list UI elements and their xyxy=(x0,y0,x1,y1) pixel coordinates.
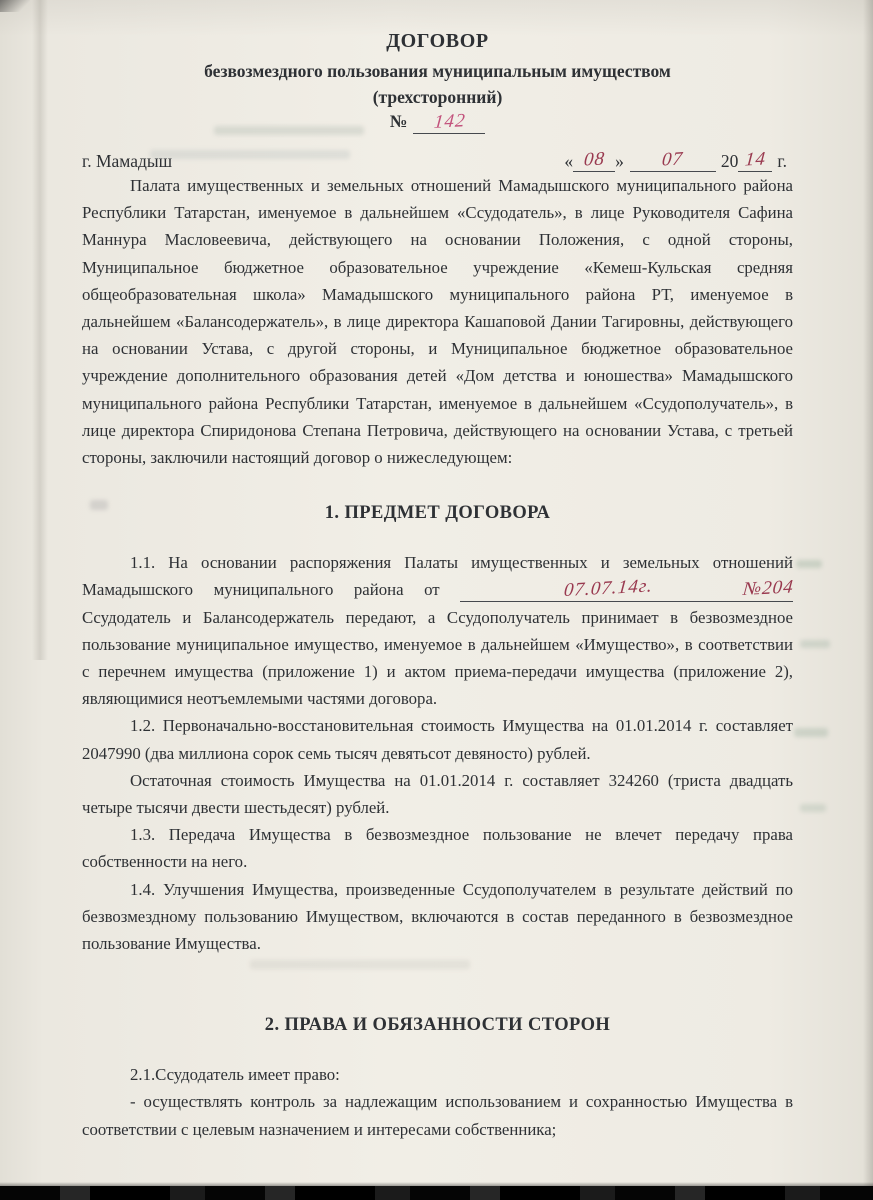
section-1-heading: 1. ПРЕДМЕТ ДОГОВОРА xyxy=(324,503,551,524)
date-year-blank xyxy=(738,149,772,172)
contract-number-handwritten: 142 xyxy=(432,110,467,133)
date-year-handwritten: 14 xyxy=(743,148,767,171)
order-date-handwritten: 07.07.14г. xyxy=(563,575,654,602)
paragraph-1-2: 1.2. Первоначально-восстановительная стоимость Имущества на 01.01.2014 г. составляет 2047990 (два миллиона сорок семь тысяч девятьсот девяносто) рублей. xyxy=(82,716,793,763)
date-month-handwritten: 07 xyxy=(661,148,685,171)
paragraph-2-1-item: - осуществлять контроль за надлежащим использованием и сохранностью Имущества в соответствии с целевым назначением и интересами собственника; xyxy=(82,1092,793,1139)
document-subtitle: безвозмездного пользования муниципальным имуществом xyxy=(204,61,671,81)
preamble-paragraph: Палата имущественных и земельных отношений Мамадышского муниципального района Республики Татарстан, именуемое в дальнейшем «Ссудодатель», в лице Руководителя Сафина Маннура Масловеевича, действующего на основании Положения, с одной стороны, Муниципальное бюджетное образовательное учреждение «Кемеш-Кульская средняя общеобразовательная школа» Мамадышского муниципального района РТ, именуемое в дальнейшем «Балансодержатель», в лице директора Кашаповой Дании Тагировны, действующего на основании Устава, с другой стороны, и Муниципальное бюджетное образовательное учреждение дополнительного образования детей «Дом детства и юношества» Мамадышского муниципального района Республики Татарстан, именуемое в дальнейшем «Ссудополучатель», в лице директора Спиридонова Степана Петровича, действующего на основании Устава, с третьей стороны, заключили настоящий договор о нижеследующем: xyxy=(82,176,793,468)
date-century: 20 xyxy=(720,151,739,171)
date-suffix: г. xyxy=(777,151,787,171)
date-day-handwritten: 08 xyxy=(582,148,606,171)
city-label: г. Мамадыш xyxy=(82,151,173,171)
paragraph-1-1 xyxy=(82,549,793,712)
paragraph-2-1: 2.1.Ссудодатель имеет право: xyxy=(130,1065,340,1085)
order-number-handwritten: №204 xyxy=(741,576,795,601)
paragraph-1-3: 1.3. Передача Имущества в безвозмездное пользование не влечет передачу права собственности на него. xyxy=(82,825,793,872)
date-month-blank xyxy=(630,149,716,172)
number-blank-field xyxy=(413,111,485,134)
date-open-quote: « xyxy=(564,151,574,171)
date-close-quote: » xyxy=(615,151,624,171)
scan-edge-bottom xyxy=(0,1186,873,1200)
section-2-heading: 2. ПРАВА И ОБЯЗАННОСТИ СТОРОН xyxy=(264,1015,611,1036)
paragraph-1-4: 1.4. Улучшения Имущества, произведенные Ссудополучателем в результате действий по безвозмездному пользованию Имуществом, включаются в состав переданного в безвозмездное пользование Имущества. xyxy=(82,879,793,954)
date-day-blank xyxy=(573,149,615,172)
document-type-note: (трехсторонний) xyxy=(372,87,503,107)
paragraph-residual-value: Остаточная стоимость Имущества на 01.01.2014 г. составляет 324260 (триста двадцать четыре тысячи двести шестьдесят) рублей. xyxy=(82,770,793,818)
paragraph-1-1-text-before: 1.1. На основании распоряжения Палаты имущественных и земельных отношений Мамадышского муниципального района от xyxy=(82,553,793,600)
contract-number-line xyxy=(82,111,793,134)
paragraph-1-1-text-after: Ссудодатель и Балансодержатель передают, а Ссудополучатель принимает в безвозмездное пользование муниципальное имущество, именуемое в дальнейшем «Имущество», в соответствии с перечнем имущества (приложение 1) и актом приема-передачи имущества (приложение 2), являющимися неотъемлемыми частями договора. xyxy=(82,607,793,709)
order-reference-blank xyxy=(460,575,795,602)
number-sign: № xyxy=(389,111,408,131)
date-line xyxy=(564,149,787,172)
city-date-row xyxy=(82,149,793,172)
document-title: ДОГОВОР xyxy=(386,30,489,52)
